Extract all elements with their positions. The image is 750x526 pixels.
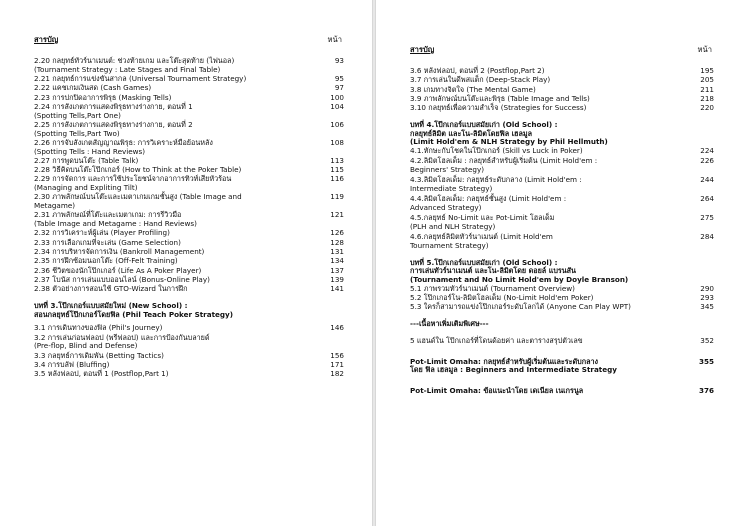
toc-entry-line: 2.30 ภาพลักษณ์บนโต๊ะและเมตาเกมเกมชั้นสูง (Table Image and — [34, 192, 242, 202]
toc-entry-line: 4.3.ลิมิตโฮลเด็ม: กลยุทธ์ระดับกลาง (Limit Hold'em : — [410, 175, 582, 185]
toc-section — [410, 67, 714, 113]
toc-entry — [410, 387, 714, 396]
toc-entry-title — [34, 370, 318, 379]
toc-entry-page-number: 275 — [700, 213, 714, 223]
toc-entry-title — [34, 84, 318, 93]
toc-entry — [34, 57, 344, 74]
toc-entry-page-number: 226 — [700, 156, 714, 166]
toc-entry — [34, 334, 344, 351]
toc-header — [34, 34, 344, 46]
toc-entry-page-number: 141 — [330, 284, 344, 294]
toc-entry-title — [410, 176, 688, 193]
toc-entry-title — [410, 195, 688, 212]
toc-entry — [34, 211, 344, 228]
toc-entry-line: (Managing and Expliting Tilt) — [34, 183, 138, 193]
toc-entry-line: 2.28 วิธีคิดบนโต๊ะโป๊กเกอร์ (How to Think at the Poker Table) — [34, 165, 242, 175]
toc-entry-line: 3.8 เกมทางจิตใจ (The Mental Game) — [410, 84, 536, 94]
toc-entry-line: (Limit Hold'em & NLH Strategy by Phil Hellmuth) — [410, 137, 608, 147]
toc-entry-page-number: 224 — [700, 146, 714, 155]
page-column-label: หน้า — [697, 45, 712, 54]
toc-entry-title — [34, 257, 318, 266]
toc-entry-title — [34, 139, 318, 156]
toc-section — [410, 285, 714, 312]
toc-entry-line: 2.20 กลยุทธ์ทัวร์นาเมนต์: ช่วงท้ายเกม และโต๊ะสุดท้าย (ไฟนอล) — [34, 56, 235, 65]
toc-entry — [410, 76, 714, 85]
toc-entry-line: 2.32 การวิเคราะห์ผู้เล่น (Player Profiling) — [34, 228, 170, 238]
toc-entry-line: 4.1.ทักษะกับโชคในโป๊กเกอร์ (Skill vs Luck in Poker) — [410, 146, 583, 155]
toc-entry-page-number: 119 — [330, 192, 344, 202]
toc-entry-title — [410, 387, 688, 396]
toc-entry-line: 3.7 การเล่นในดีพสแต็ก (Deep-Stack Play) — [410, 75, 551, 85]
toc-entry-page-number: 211 — [700, 84, 714, 94]
toc-entry-page-number: 100 — [330, 92, 344, 102]
toc-entry-page-number: 290 — [700, 283, 714, 293]
toc-entry-title — [34, 121, 318, 138]
toc-entry-line: บทที่ 5.โป๊กเกอร์แบบสมัยเก่า (Old School) : — [410, 257, 558, 267]
toc-entry-line: Pot-Limit Omaha: ข้อแนะนำโดย เดเนียล เนเกรนูล — [410, 385, 584, 395]
toc-entry — [410, 176, 714, 193]
toc-entry-line: 2.21 กลยุทธ์การแข่งขันสากล (Universal Tournament Strategy) — [34, 74, 247, 83]
toc-entry-line: 2.29 การจัดการ และการใช้ประโยชน์จากอาการทิวท์เสียหัวร้อน — [34, 174, 232, 184]
toc-entry-page-number: 182 — [330, 369, 344, 379]
toc-entry-title — [34, 211, 318, 228]
toc-entry-title — [410, 157, 688, 174]
toc-entry-page-number: 264 — [700, 194, 714, 204]
toc-header — [410, 44, 714, 56]
toc-entry-line: 3.4 การบลัฟ (Bluffing) — [34, 359, 110, 369]
toc-entry-line: 3.5 หลังฟลอป, ตอนที่ 1 (Postflop,Part 1) — [34, 369, 169, 379]
toc-entry-title — [34, 193, 318, 210]
toc-section — [410, 147, 714, 251]
toc-entry-line: โดย ฟิล เฮลมูล : Beginners and Intermediate Strategy — [410, 365, 617, 375]
toc-entry-line: (PLH and NLH Strategy) — [410, 222, 496, 231]
toc-entry-line: 5 แฮนด์ใน โป๊กเกอร์ที่โดนด้อยค่า และตารางสรุปตัวเลข — [410, 335, 583, 345]
toc-entry-line: 2.24 การสังเกตการแสดงพิรุธทางร่างกาย, ตอนที่ 1 — [34, 101, 193, 111]
chapter-heading — [410, 259, 714, 285]
toc-entry-page-number: 113 — [330, 155, 344, 165]
toc-entry — [34, 84, 344, 93]
toc-section — [34, 324, 344, 379]
toc-entry-line: บทที่ 4.โป๊กเกอร์แบบสมัยเก่า (Old School) : — [410, 119, 558, 129]
left-page — [0, 0, 372, 526]
toc-entry-page-number: 116 — [330, 174, 344, 184]
toc-entry-page-number: 134 — [330, 256, 344, 266]
toc-entry-line: 4.2.ลิมิตโฮลเด็ม : กลยุทธ์สำหรับผู้เริ่มต้น (Limit Hold'em : — [410, 156, 598, 166]
chapter-heading-row — [34, 302, 344, 319]
chapter-heading — [34, 302, 344, 319]
toc-entry-line: 3.2 การเล่นก่อนฟลอป (พรีฟลอป) และการป้องกันบลายด์ — [34, 332, 210, 342]
toc-section — [34, 57, 344, 294]
toc-entry-line: 3.10 กลยุทธ์เพื่อความสำเร็จ (Strategies for Success) — [410, 103, 587, 113]
toc-entry-page-number: 195 — [700, 66, 714, 75]
toc-entry-title — [34, 324, 318, 333]
toc-entry-title — [34, 57, 318, 74]
toc-title: สารบัญ — [34, 35, 59, 44]
toc-entry-title — [410, 147, 688, 156]
toc-entry-line: 5.1 ภาพรวมทัวร์นาเมนต์ (Tournament Overview) — [410, 283, 575, 293]
toc-entry-line: 2.36 ชีวิตของนักโป๊กเกอร์ (Life As A Poker Player) — [34, 265, 202, 275]
toc-entry-line: 4.5.กลยุทธ์ No-Limit และ Pot-Limit โฮลเด็ม — [410, 213, 555, 223]
toc-entry-page-number: 106 — [330, 119, 344, 129]
toc-entry-title — [410, 214, 688, 231]
toc-entry-line: (Table Image and Metagame : Hand Reviews) — [34, 219, 197, 229]
toc-entry — [34, 94, 344, 103]
toc-entry-title — [34, 175, 318, 192]
toc-entry-page-number: 128 — [330, 237, 344, 247]
toc-entry-page-number: 218 — [700, 93, 714, 103]
toc-entry-title — [410, 86, 688, 95]
toc-entry-page-number: 284 — [700, 232, 714, 242]
toc-entry-line: 2.38 ตัวอย่างการสอนใช้ GTO-Wizard ในการฝึก — [34, 284, 188, 294]
page-column-label: หน้า — [327, 35, 342, 44]
toc-entry-title — [34, 285, 318, 294]
toc-entry-page-number: 220 — [700, 103, 714, 113]
toc-entry-page-number: 97 — [334, 83, 344, 93]
toc-entry-title — [34, 229, 318, 238]
toc-entry-line: (Spotting Tells : Hand Reviews) — [34, 146, 146, 156]
toc-entry-page-number: 93 — [334, 56, 344, 65]
toc-entry-line: (Tournament Strategy : Late Stages and Final Table) — [34, 64, 221, 74]
toc-entry-line: 2.34 การบริหารจัดการเงิน (Bankroll Management) — [34, 247, 205, 257]
toc-entry — [34, 285, 344, 294]
toc-entry-title — [410, 104, 688, 113]
chapter-heading — [410, 121, 714, 147]
toc-section — [410, 337, 714, 396]
toc-entry — [34, 175, 344, 192]
toc-entry — [34, 121, 344, 138]
toc-entry-page-number: 171 — [330, 359, 344, 369]
toc-entry — [410, 195, 714, 212]
toc-entry-page-number: 104 — [330, 101, 344, 111]
toc-entry-line: Pot-Limit Omaha: กลยุทธ์สำหรับผู้เริ่มต้นและระดับกลาง — [410, 356, 599, 366]
toc-entry — [410, 233, 714, 250]
toc-entry-page-number: 355 — [698, 356, 714, 366]
toc-entry-page-number: 131 — [330, 247, 344, 257]
toc-entry-line: 2.23 การปกปิดอาการพิรุธ (Masking Tells) — [34, 92, 172, 102]
toc-entry-title — [410, 337, 688, 346]
toc-entry-line: บทที่ 3.โป๊กเกอร์แบบสมัยใหม่ (New School) : — [34, 300, 188, 310]
toc-entry — [34, 324, 344, 333]
toc-entry-line: (Tournament and No Limit Hold'em by Doyle Branson) — [410, 275, 629, 285]
toc-entry — [410, 147, 714, 156]
toc-entry-line: 2.35 การฝึกซ้อมนอกโต๊ะ (Off-Felt Training) — [34, 256, 178, 266]
toc-entry-line: 4.4.ลิมิตโฮลเด็ม: กลยุทธ์ชั้นสูง (Limit Hold'em : — [410, 194, 567, 204]
toc-entry-line: (Spotting Tells,Part Two) — [34, 128, 120, 138]
toc-entry-line: Metagame) — [34, 201, 76, 211]
toc-entry-line: 5.2 โป๊กเกอร์โน-ลิมิตโฮลเด็ม (No-Limit Hold'em Poker) — [410, 293, 594, 303]
toc-entry-line: 3.9 ภาพลักษณ์บนโต๊ะและพิรุธ (Table Image and Tells) — [410, 93, 590, 103]
toc-entry-page-number: 121 — [330, 210, 344, 220]
toc-entry-line: 2.22 แคชเกมเงินสด (Cash Games) — [34, 83, 152, 93]
toc-entry-line: Beginners' Strategy) — [410, 165, 485, 174]
chapter-heading-row — [410, 259, 714, 285]
chapter-heading-row — [410, 121, 714, 147]
toc-entry-page-number: 139 — [330, 274, 344, 284]
toc-entry — [34, 103, 344, 120]
toc-entry-title — [410, 233, 688, 250]
toc-entry-page-number: 137 — [330, 265, 344, 275]
toc-entry — [34, 257, 344, 266]
toc-entry-title — [34, 94, 318, 103]
toc-entry-line: 2.26 การจับสังเกตสัญญาณพิรุธ: การวิเคราะห์มือย้อนหลัง — [34, 137, 213, 147]
toc-entry-line: 4.6.กลยุทธ์ลิมิตทัวร์นาเมนต์ (Limit Hold'em — [410, 232, 553, 242]
toc-entry-title — [34, 334, 318, 351]
toc-entry-title — [410, 121, 688, 147]
toc-entry-line: Tournament Strategy) — [410, 241, 489, 250]
toc-entry-page-number: 345 — [700, 302, 714, 312]
toc-entry — [34, 229, 344, 238]
toc-entry-line: 3.1 การเดินทางของฟิล (Phil's Journey) — [34, 323, 163, 333]
toc-entry — [410, 157, 714, 174]
toc-entry-title — [410, 76, 688, 85]
toc-entry — [34, 139, 344, 156]
toc-entry — [410, 358, 714, 375]
toc-entry-line: (Pre-flop, Blind and Defense) — [34, 341, 138, 351]
right-page — [376, 0, 750, 526]
toc-entry-line: 2.33 การเลือกเกมที่จะเล่น (Game Selection) — [34, 237, 181, 247]
toc-entry-page-number: 244 — [700, 175, 714, 185]
toc-entry-title — [410, 303, 688, 312]
toc-entry-page-number: 126 — [330, 228, 344, 238]
toc-entry-title — [34, 103, 318, 120]
toc-entry — [34, 193, 344, 210]
toc-entry-line: กลยุทธ์ลิมิต และโน-ลิมิตโดยฟิล เฮลมูล — [410, 128, 532, 138]
toc-entry-page-number: 205 — [700, 75, 714, 85]
toc-entry-line: การเล่นทัวร์นาเมนต์ และโน-ลิมิตโดย ดอยล์ แบรนสัน — [410, 266, 576, 276]
toc-entry-line: 2.25 การสังเกตการแสดงพิรุธทางร่างกาย, ตอนที่ 2 — [34, 119, 193, 129]
toc-title: สารบัญ — [410, 45, 435, 54]
toc-entry-line: (Spotting Tells,Part One) — [34, 110, 121, 120]
toc-entry-page-number: 146 — [330, 323, 344, 333]
toc-entry — [410, 86, 714, 95]
toc-entry-line: 3.6 หลังฟลอป, ตอนที่ 2 (Postflop,Part 2) — [410, 66, 545, 75]
extra-content-heading: ---เนื้อหาเพิ่มเติมพิเศษ--- — [410, 319, 489, 329]
toc-entry-page-number: 352 — [700, 335, 714, 345]
toc-entry-page-number: 95 — [334, 74, 344, 83]
toc-entry-line: Advanced Strategy) — [410, 203, 482, 212]
toc-entry — [410, 104, 714, 113]
toc-entry — [410, 337, 714, 346]
toc-entry-line: 5.3 ใครก็สามารถแข่งโป๊กเกอร์ระดับโลกได้ (Anyone Can Play WPT) — [410, 302, 631, 312]
toc-entry — [34, 370, 344, 379]
toc-entry — [410, 303, 714, 312]
toc-entry-line: สอนกลยุทธ์โป๊กเกอร์โดยฟิล (Phil Teach Poker Strategy) — [34, 309, 234, 319]
toc-entry-title — [34, 302, 318, 319]
toc-entry-page-number: 115 — [330, 165, 344, 175]
toc-entry-page-number: 293 — [700, 293, 714, 303]
toc-entry-line: 2.27 การพูดบนโต๊ะ (Table Talk) — [34, 155, 139, 165]
toc-entry-page-number: 376 — [698, 385, 714, 395]
toc-entry — [410, 214, 714, 231]
toc-entry-title — [410, 259, 688, 285]
toc-entry-line: Intermediate Strategy) — [410, 184, 493, 193]
toc-entry-page-number: 156 — [330, 350, 344, 360]
toc-entry-line: 2.37 โบนัส การเล่นแบบออนไลน์ (Bonus-Online Play) — [34, 274, 210, 284]
toc-entry-title — [410, 358, 688, 375]
toc-entry-page-number: 108 — [330, 137, 344, 147]
toc-entry-line: 2.31 ภาพลักษณ์ที่โต๊ะและเมตาเกม: การรีวิวมือ — [34, 210, 182, 220]
toc-entry-line: 3.3 กลยุทธ์การเดิมพัน (Betting Tactics) — [34, 350, 164, 360]
